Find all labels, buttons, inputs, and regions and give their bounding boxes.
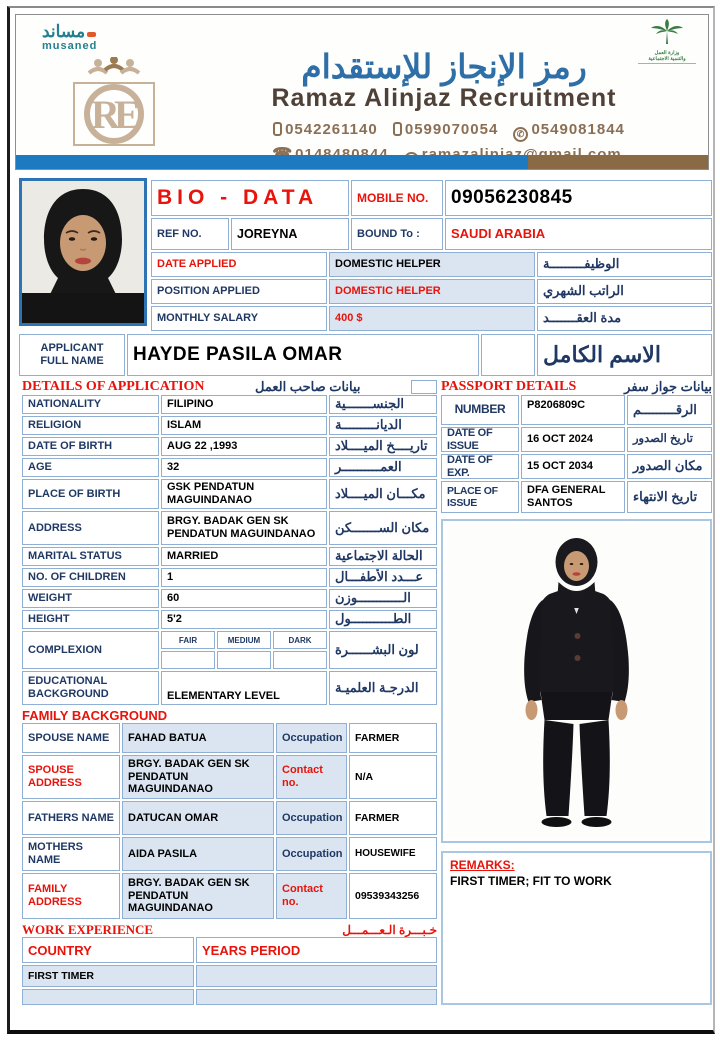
position-applied-row [151,279,712,304]
family-address-label-cell [22,873,120,919]
height-value: 5'2 [167,613,182,626]
religion-label-cell [22,416,159,435]
height-arabic: الطـــــــــــول [329,610,437,629]
re-monogram-icon [58,57,170,149]
musaned-latin-wordmark: musaned [42,40,98,52]
spouse-address-label: SPOUSE ADDRESS [28,764,82,789]
mother-row [22,837,437,871]
mother-occupation-value: HOUSEWIFE [355,848,416,860]
complexion-option-dark: DARK [273,631,327,649]
contract-period-arabic-label: مدة العقـــــــد [537,306,712,331]
age-label-cell [22,458,159,477]
mobile-number: 09056230845 [451,187,573,208]
date-of-issue-value: 16 OCT 2024 [527,433,594,446]
pob-value: GSK PENDATUN MAGUINDANAO [167,481,255,506]
passport-number-value-cell [521,395,625,425]
phone-number-whatsapp: 0549081844 [531,120,625,138]
marital-label-cell [22,547,159,566]
date-of-exp-value: 15 OCT 2034 [527,460,594,473]
work-header-row [22,937,437,963]
header-divider-bar [16,155,708,169]
age-arabic: العمــــــــــر [329,458,437,477]
bound-label-cell [351,218,443,250]
ref-label-cell [151,218,229,250]
education-value: ELEMENTARY LEVEL [167,690,280,703]
passport-number-row [441,395,712,425]
father-row [22,801,437,835]
mother-occupation-label: Occupation [282,847,343,860]
children-arabic: عـــدد الأطفـــال [329,568,437,587]
pob-label: PLACE OF BIRTH [28,487,121,500]
musaned-accent-mark [87,32,96,37]
complexion-label: COMPLEXION [28,643,102,656]
pob-value-cell [161,479,327,509]
address-row [22,511,437,545]
ref-label: REF NO. [157,227,202,240]
marital-label: MARITAL STATUS [28,550,122,563]
date-applied-row [151,252,712,277]
complexion-option-medium: MEDIUM [217,631,271,649]
spouse-address-value: BRGY. BADAK GEN SK PENDATUN MAGUINDANAO [128,758,250,796]
date-of-issue-arabic: تاريخ الصدور [627,427,712,452]
father-name-label: FATHERS NAME [28,811,114,824]
father-occupation-label-cell [276,801,347,835]
date-of-issue-row [441,427,712,452]
family-contact-label-cell [276,873,347,919]
nationality-arabic: الجنســـــــية [329,395,437,414]
address-value-cell [161,511,327,545]
applicant-label-line2: FULL NAME [40,355,104,367]
children-value: 1 [167,571,174,584]
nationality-row [22,395,437,414]
job-arabic-label: الوظيفـــــــــة [537,252,712,277]
father-name-value-cell [122,801,274,835]
complexion-check-dark [273,651,327,669]
work-section-title: WORK EXPERIENCE [22,921,154,937]
father-occupation-value: FARMER [355,811,400,824]
religion-row [22,416,437,435]
ref-number: JOREYNA [237,226,298,241]
phone-number-2: 0599070054 [404,120,499,138]
date-applied-label: DATE APPLIED [157,258,237,271]
position-applied-label-cell [151,279,327,304]
work-years-cell [196,965,437,987]
full-name-cells [19,334,712,376]
children-label-cell [22,568,159,587]
date-of-issue-label-cell [441,427,519,452]
right-column [441,378,712,1005]
agency-title-arabic: رمز الإنجاز للإستقدام [301,48,587,85]
spouse-name-label-cell [22,723,120,753]
mother-name-label-cell [22,837,120,871]
bound-value-cell [445,218,712,250]
applicant-full-name: HAYDE PASILA OMAR [133,344,343,365]
mobile-label: MOBILE NO. [357,191,429,205]
svg-text:E: E [114,92,141,137]
monthly-salary-arabic-label: الراتب الشهري [537,279,712,304]
weight-row [22,589,437,608]
dob-label-cell [22,437,159,456]
passport-section-header [441,378,712,395]
spouse-address-value-cell [122,755,274,799]
place-of-issue-label-cell [441,481,519,513]
place-of-birth-row [22,479,437,509]
spouse-occupation-value: FARMER [355,731,400,744]
agency-header [15,14,709,170]
spouse-name-value-cell [122,723,274,753]
complexion-option-fair: FAIR [161,631,215,649]
date-of-exp-arabic: مكان الصدور [627,454,712,479]
father-occupation-label: Occupation [282,811,343,824]
work-country-cell [22,965,194,987]
children-row [22,568,437,587]
nationality-value-cell [161,395,327,414]
work-country-cell-empty [22,989,194,1005]
mobile-phone-icon [273,122,282,136]
dob-label: DATE OF BIRTH [28,440,113,453]
religion-value: ISLAM [167,419,202,432]
fullbody-portrait [446,524,707,838]
date-applied-value-cell [329,252,535,277]
headshot-portrait [22,181,144,323]
family-address-row [22,873,437,919]
musaned-arabic-wordmark: مساند [42,22,86,41]
complexion-options [161,631,327,669]
complexion-check-fair [161,651,215,669]
work-experience-table [22,937,437,1005]
mobile-phone-icon [393,122,402,136]
spouse-address-label-cell [22,755,120,799]
musaned-logo [42,23,97,52]
date-applied-value: DOMESTIC HELPER [335,258,441,271]
agency-logo [54,57,174,167]
height-value-cell [161,610,327,629]
place-of-issue-value-cell [521,481,625,513]
place-of-issue-row [441,481,712,513]
weight-value-cell [161,589,327,608]
family-contact-value-cell [349,873,437,919]
age-value: 32 [167,461,180,474]
spouse-contact-value-cell [349,755,437,799]
ref-value-cell [231,218,349,250]
complexion-check-medium [217,651,271,669]
dob-arabic: تاريــــخ الميــــلاد [329,437,437,456]
biodata-document [7,6,715,1034]
weight-label-cell [22,589,159,608]
details-section-header [22,378,437,395]
biodata-title-cell [151,180,349,216]
spouse-contact-value: N/A [355,770,374,783]
address-label-cell [22,511,159,545]
ref-row [151,218,712,250]
full-name-label-cell [19,334,125,376]
details-section-title-arabic: بيانات صاحب العمل [254,378,361,394]
work-country-value: FIRST TIMER [28,969,94,982]
date-of-birth-row [22,437,437,456]
education-row [22,671,437,705]
family-table [22,723,437,919]
agency-titles [186,49,702,167]
mobile-value-cell [445,180,712,216]
father-name-value: DATUCAN OMAR [128,811,219,824]
ministry-name-line2: والتنمية الاجتماعية [648,56,686,62]
children-value-cell [161,568,327,587]
place-of-issue-value: DFA GENERAL SANTOS [527,484,606,509]
complexion-row [22,631,437,669]
remarks-label: REMARKS: [450,858,515,872]
mobile-label-cell [351,180,443,216]
spouse-contact-label-cell [276,755,347,799]
address-label: ADDRESS [28,521,82,534]
date-of-issue-label: DATE OF ISSUE [447,427,493,452]
passport-table [441,395,712,513]
agency-title-english: Ramaz Alinjaz Recruitment [271,84,617,113]
monthly-salary-label-cell [151,306,327,331]
date-of-exp-value-cell [521,454,625,479]
whatsapp-icon: ✆ [513,127,528,142]
weight-arabic: الــــــــــــوزن [329,589,437,608]
spouse-occupation-label-cell [276,723,347,753]
spouse-name-row [22,723,437,753]
details-section-title: DETAILS OF APPLICATION [22,378,205,394]
mother-occupation-value-cell [349,837,437,871]
date-of-exp-row [441,454,712,479]
religion-value-cell [161,416,327,435]
education-arabic: الدرجـة العلميـة [329,671,437,705]
spouse-occupation-value-cell [349,723,437,753]
passport-number-value: P8206809C [527,399,586,411]
empty-checkbox [411,380,437,394]
passport-number-label-cell [441,395,519,425]
marital-status-row [22,547,437,566]
height-label: HEIGHT [28,613,70,626]
children-label: NO. OF CHILDREN [28,571,126,584]
age-value-cell [161,458,327,477]
work-section-header [22,922,437,937]
spouse-name-label: SPOUSE NAME [28,731,110,744]
position-applied-label: POSITION APPLIED [157,285,260,298]
address-arabic: مكان الســـــــكن [329,511,437,545]
pob-arabic: مكـــان الميــــلاد [329,479,437,509]
place-of-issue-label: PLACE OF ISSUE [447,484,498,509]
education-value-cell [161,671,327,705]
religion-label: RELIGION [28,419,82,432]
phone-number-1: 0542261140 [285,120,378,138]
passport-number-label: NUMBER [454,402,506,417]
pob-label-cell [22,479,159,509]
age-label: AGE [28,461,52,474]
country-header-cell [22,937,194,963]
phone-line-1 [186,121,702,142]
date-applied-label-cell [151,252,327,277]
full-name-value-cell [127,334,479,376]
blue-bar [16,155,528,169]
place-of-issue-arabic: تاريخ الانتهاء [627,481,712,513]
education-label: EDUCATIONAL BACKGROUND [28,675,109,700]
family-address-value-cell [122,873,274,919]
address-value: BRGY. BADAK GEN SK PENDATUN MAGUINDANAO [167,515,316,540]
ministry-name-line1: وزارة العمل [654,50,680,56]
bound-to-country: SAUDI ARABIA [451,225,546,241]
nationality-label: NATIONALITY [28,398,102,411]
work-years-cell-empty [196,989,437,1005]
empty-cell [481,334,535,376]
nationality-value: FILIPINO [167,398,214,411]
dob-value: AUG 22 ,1993 [167,440,238,453]
work-row-2 [22,989,437,1005]
biodata-title: BIO - DATA [157,186,319,209]
biodata-title-row [151,180,712,216]
passport-section-title: PASSPORT DETAILS [441,378,577,394]
brown-bar [528,155,708,169]
country-column-header: COUNTRY [28,942,92,958]
biodata-table [151,180,712,331]
svg-text:R: R [91,92,120,137]
mother-name-value-cell [122,837,274,871]
left-column [22,378,437,1005]
monthly-salary-value-cell [329,306,535,331]
details-table [22,395,437,705]
age-row [22,458,437,477]
spouse-address-row [22,755,437,799]
mother-name-value: AIDA PASILA [128,847,198,860]
monthly-salary-value: 400 $ [335,312,363,325]
date-of-exp-label: DATE OF EXP. [447,454,493,479]
years-header-cell [196,937,437,963]
family-contact-value: 09539343256 [355,889,420,902]
weight-value: 60 [167,592,180,605]
applicant-label-line1: APPLICANT [40,342,104,355]
passport-number-arabic: الرقـــــــــم [627,395,712,425]
complexion-arabic: لون البشــــــرة [329,631,437,669]
monthly-salary-label: MONTHLY SALARY [157,312,259,325]
spouse-contact-label: Contact no. [282,764,323,789]
family-contact-label: Contact no. [282,883,323,908]
passport-section-title-arabic: بيانات جواز سفر [624,378,712,394]
applicant-fullbody-photo [441,519,712,843]
applicant-headshot-photo [19,178,147,326]
remarks-box [441,851,712,1005]
height-row [22,610,437,629]
full-name-row [19,334,712,376]
date-of-issue-value-cell [521,427,625,452]
spouse-occupation-label: Occupation [282,731,343,744]
education-label-cell [22,671,159,705]
complexion-check-row [161,651,327,669]
monthly-salary-row [151,306,712,331]
work-section-title-arabic: خـبـــرة الـعـــمـــل [342,922,437,937]
nationality-label-cell [22,395,159,414]
family-section-title: FAMILY BACKGROUND [22,707,168,723]
date-of-exp-label-cell [441,454,519,479]
family-address-value: BRGY. BADAK GEN SK PENDATUN MAGUINDANAO [128,877,250,915]
marital-value-cell [161,547,327,566]
spouse-name-value: FAHAD BATUA [128,731,207,744]
family-section-header [22,707,437,723]
father-name-label-cell [22,801,120,835]
full-name-arabic-label: الاسم الكامل [537,334,712,376]
family-address-label: FAMILY ADDRESS [28,883,82,908]
father-occupation-value-cell [349,801,437,835]
mother-occupation-label-cell [276,837,347,871]
complexion-header-row [161,631,327,649]
dob-value-cell [161,437,327,456]
palm-tree-icon [647,19,687,45]
position-applied-value-cell [329,279,535,304]
remarks-text: FIRST TIMER; FIT TO WORK [450,874,612,888]
years-column-header: YEARS PERIOD [202,942,301,958]
height-label-cell [22,610,159,629]
marital-value: MARRIED [167,550,219,563]
mother-name-label: MOTHERS NAME [28,841,83,866]
weight-label: WEIGHT [28,592,72,605]
position-applied-value: DOMESTIC HELPER [335,285,441,298]
religion-arabic: الديانـــــــــة [329,416,437,435]
complexion-label-cell [22,631,159,669]
work-row-1 [22,965,437,987]
marital-arabic: الحالة الاجتماعية [329,547,437,566]
bound-to-label: BOUND To : [357,227,420,240]
